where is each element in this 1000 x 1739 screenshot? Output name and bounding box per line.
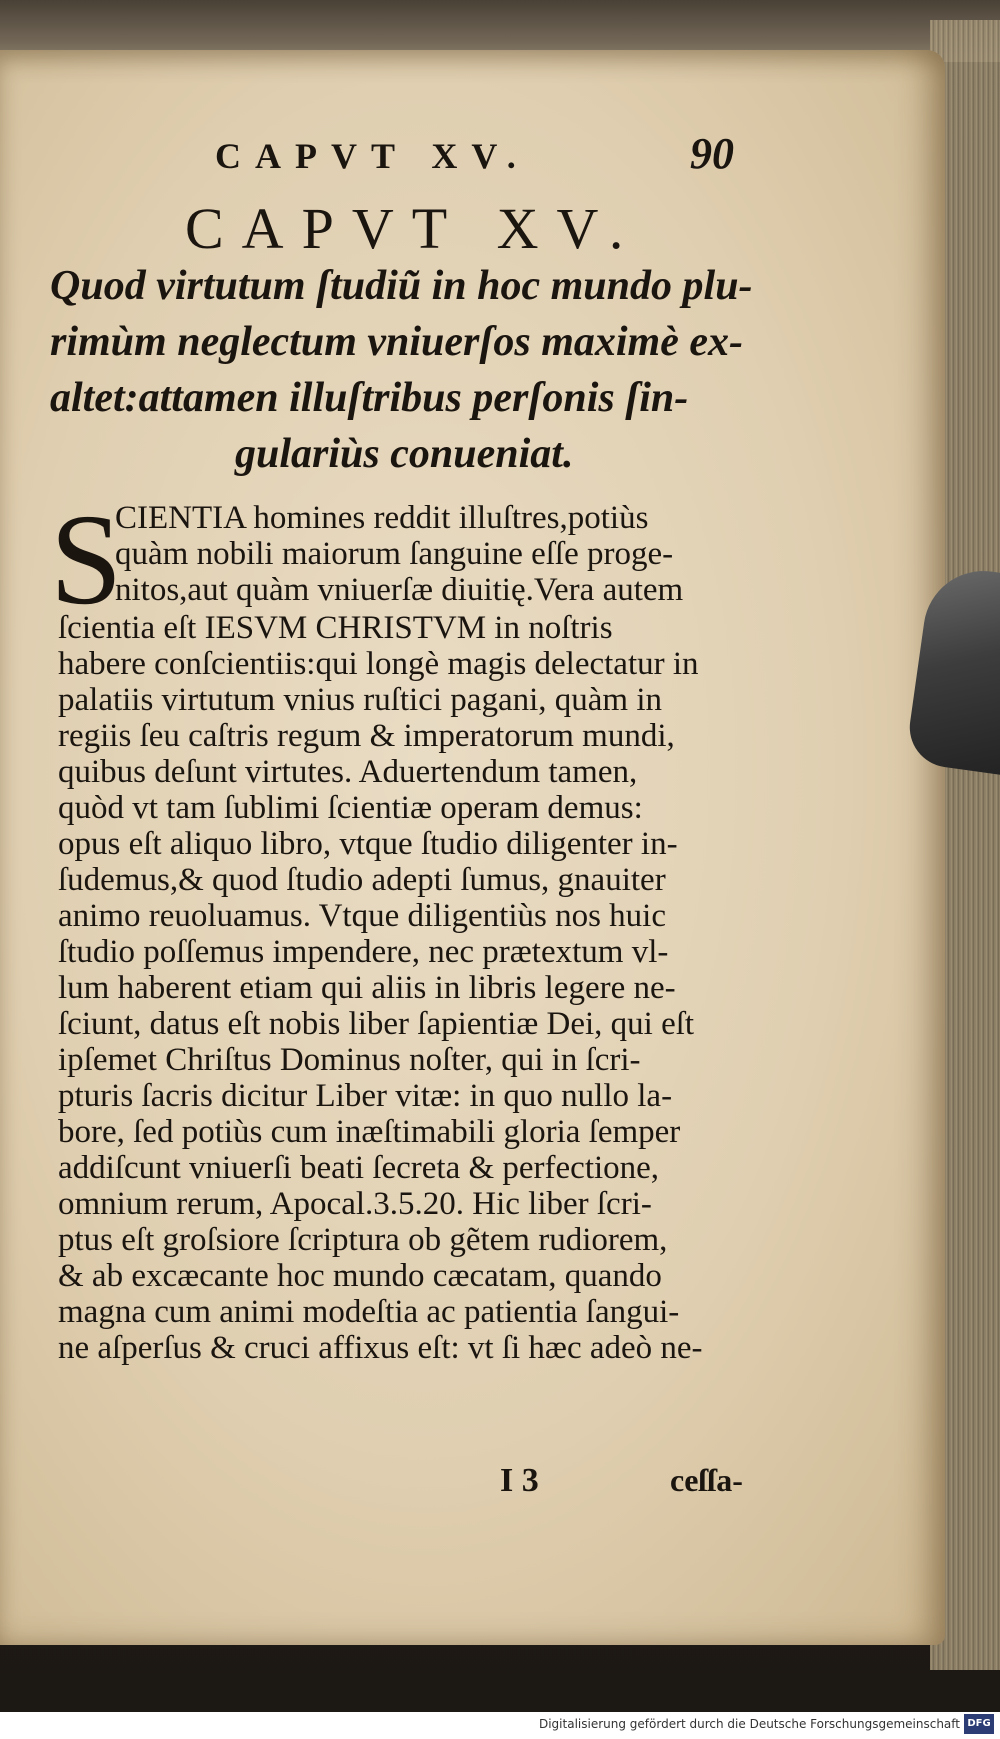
- heading-line: gulariùs conueniat.: [235, 431, 574, 477]
- body-line: opus eſt aliquo libro, vtque ſtudio diligenter in-: [58, 826, 678, 862]
- body-line: quòd vt tam ſublimi ſcientiæ operam demus:: [58, 790, 643, 826]
- body-line: omnium rerum, Apocal.3.5.20. Hic liber ſcri-: [58, 1186, 652, 1222]
- page-number: 90: [690, 129, 734, 178]
- body-line: magna cum animi modeſtia ac patientia ſangui-: [58, 1294, 680, 1330]
- body-line: regiis ſeu caſtris regum & imperatorum mundi,: [58, 718, 675, 754]
- body-line: quibus deſunt virtutes. Aduertendum tamen,: [58, 754, 638, 790]
- body-line: quàm nobili maiorum ſanguine eſſe proge-: [115, 536, 674, 572]
- body-line: animo reuoluamus. Vtque diligentiùs nos huic: [58, 898, 666, 934]
- body-line: ſudemus,& quod ſtudio adepti ſumus, gnauiter: [58, 862, 666, 898]
- body-line: bore, ſed potiùs cum inæſtimabili gloria ſemper: [58, 1114, 681, 1150]
- dfg-logo: DFG: [964, 1714, 994, 1734]
- body-line: & ab excæcante hoc mundo cæcatam, quando: [58, 1258, 662, 1294]
- catchword: ceſſa-: [670, 1462, 743, 1498]
- body-line: ſcientia eſt IESVM CHRISTVM in noſtris: [58, 610, 613, 646]
- body-line: nitos,aut quàm vniuerſæ diuitię.Vera autem: [115, 572, 684, 608]
- signature-mark: I 3: [500, 1462, 539, 1499]
- chapter-title: CAPVT XV.: [185, 196, 642, 261]
- body-line: palatiis virtutum vnius ruſtici pagani, quàm in: [58, 682, 662, 718]
- body-line: habere conſcientiis:qui longè magis delectatur in: [58, 646, 699, 682]
- heading-line: rimùm neglectum vniuerſos maximè ex-: [50, 319, 743, 365]
- body-line: ſtudio poſſemus impendere, nec prætextum vl-: [58, 934, 669, 970]
- body-line: lum haberent etiam qui aliis in libris legere ne-: [58, 970, 676, 1006]
- drop-capital: S: [50, 488, 123, 632]
- heading-line: altet:attamen illuſtribus perſonis ſin-: [50, 375, 689, 421]
- body-line: ſciunt, datus eſt nobis liber ſapientiæ Dei, qui eſt: [58, 1006, 695, 1042]
- running-head: CAPVT XV.: [215, 136, 530, 176]
- body-line: ipſemet Chriſtus Dominus noſter, qui in ſcri-: [58, 1042, 641, 1078]
- heading-line: Quod virtutum ſtudiũ in hoc mundo plu-: [50, 263, 753, 309]
- body-line: ptus eſt groſsiore ſcriptura ob gẽtem rudiorem,: [58, 1222, 668, 1258]
- footer-credit: Digitalisierung gefördert durch die Deutsche Forschungsgemeinschaft: [538, 1717, 960, 1731]
- body-line: pturis ſacris dicitur Liber vitæ: in quo nullo la-: [58, 1078, 673, 1114]
- body-line: addiſcunt vniuerſi beati ſecreta & perfectione,: [58, 1150, 660, 1186]
- body-line: CIENTIA homines reddit illuſtres,potiùs: [115, 500, 649, 536]
- body-line: ne aſperſus & cruci affixus eſt: vt ſi hæc adeò ne-: [58, 1330, 703, 1366]
